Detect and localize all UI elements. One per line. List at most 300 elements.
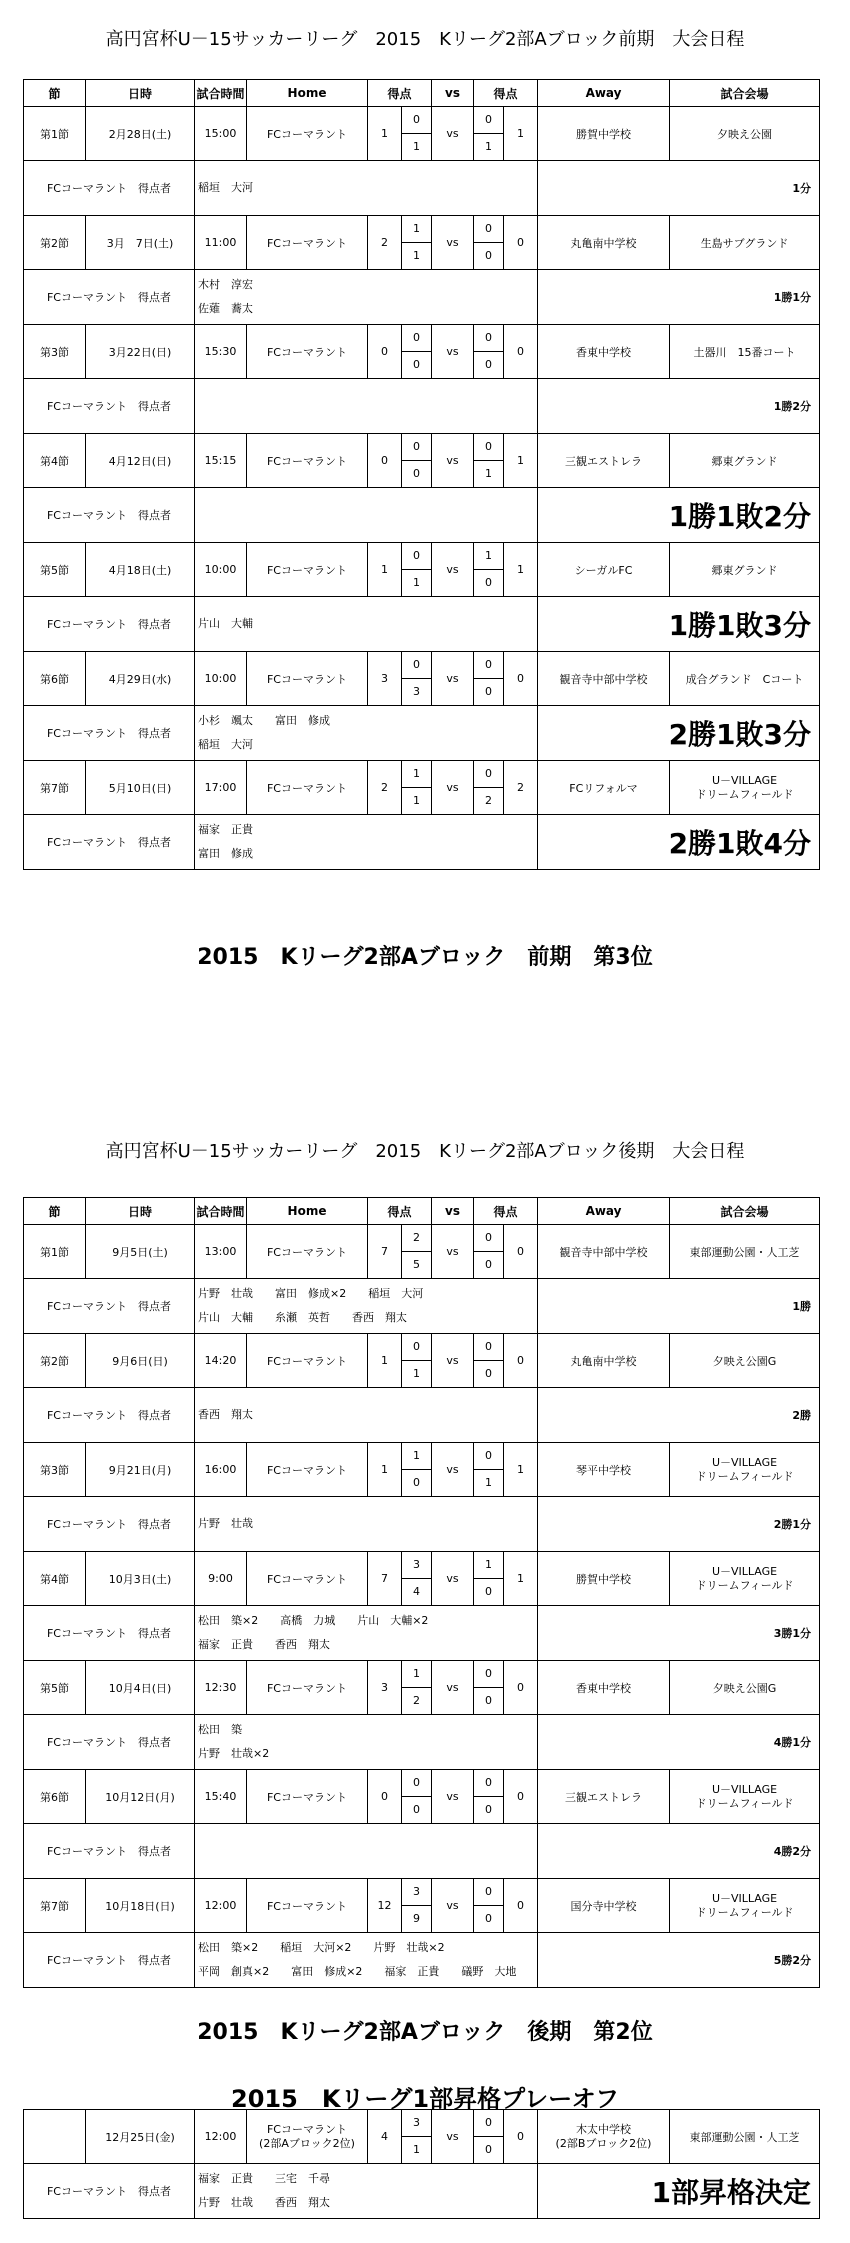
match-row	[24, 1770, 820, 1824]
scorer-label: FCコーマラント 得点者	[24, 597, 195, 652]
home-team	[247, 2110, 368, 2164]
scorer-line: 片野 壮哉 香西 翔太	[198, 2196, 330, 2209]
match-date: 9月6日(日)	[86, 1334, 195, 1388]
away-second-half-score: 0	[485, 2143, 492, 2156]
scorer-label: FCコーマラント 得点者	[24, 1824, 195, 1879]
vs-label: vs	[432, 1770, 474, 1824]
first-half-schedule-table	[23, 79, 820, 870]
home-half-scores	[402, 434, 432, 488]
kickoff-time: 15:30	[195, 325, 247, 379]
cumulative-record: 1勝2分	[538, 379, 820, 434]
vs-label: vs	[432, 216, 474, 270]
vs-label: vs	[432, 107, 474, 161]
vs-label: vs	[432, 1552, 474, 1606]
home-half-scores	[402, 1661, 432, 1715]
home-first-half-score: 3	[402, 2110, 431, 2137]
away-half-scores	[474, 1552, 504, 1606]
cumulative-record: 1部昇格決定	[538, 2164, 820, 2219]
cumulative-record: 4勝1分	[538, 1715, 820, 1770]
home-total-score: 0	[368, 1770, 402, 1824]
away-second-half-score: 1	[485, 1476, 493, 1489]
venue: 成合グランド Cコート	[670, 652, 820, 706]
kickoff-time: 10:00	[195, 543, 247, 597]
away-total-score: 0	[504, 1334, 538, 1388]
header-vs: vs	[432, 1198, 474, 1225]
header-time: 試合時間	[195, 1198, 247, 1225]
round: 第7節	[24, 1879, 86, 1933]
away-total-score: 2	[504, 761, 538, 815]
scorer-line: 稲垣 大河	[198, 181, 253, 194]
away-total-score: 0	[504, 1770, 538, 1824]
match-row	[24, 1879, 820, 1933]
vs-label: vs	[432, 543, 474, 597]
scorer-line: 富田 修成	[198, 847, 253, 860]
away-team: 国分寺中学校	[538, 1879, 670, 1933]
away-first-half-score: 0	[474, 216, 503, 243]
away-second-half-score: 0	[485, 1585, 493, 1598]
away-first-half-score: 1	[474, 543, 503, 570]
match-row	[24, 1334, 820, 1388]
home-second-half-score: 4	[413, 1585, 420, 1598]
vs-label: vs	[432, 1334, 474, 1388]
home-team: FCコーマラント	[247, 1879, 368, 1933]
round: 第3節	[24, 1443, 86, 1497]
away-half-scores	[474, 1334, 504, 1388]
away-first-half-score: 0	[474, 1770, 503, 1797]
home-team: FCコーマラント	[247, 325, 368, 379]
vs-label: vs	[432, 2110, 474, 2164]
home-team: FCコーマラント	[247, 1443, 368, 1497]
home-second-half-score: 1	[413, 794, 420, 807]
away-second-half-score: 0	[485, 1694, 493, 1707]
round: 第4節	[24, 434, 86, 488]
scorer-list	[195, 1606, 538, 1661]
scorer-line: 片野 壮哉 富田 修成×2 稲垣 大河	[198, 1287, 424, 1300]
home-half-scores	[402, 2110, 432, 2164]
header-home: Home	[247, 80, 368, 107]
match-date: 10月3日(土)	[86, 1552, 195, 1606]
venue: U－VILLAGE ドリームフィールド	[670, 1443, 820, 1497]
header-round: 節	[24, 1198, 86, 1225]
match-row	[24, 652, 820, 706]
home-total-score: 7	[368, 1552, 402, 1606]
home-total-score: 1	[368, 1443, 402, 1497]
scorer-list	[195, 597, 538, 652]
home-total-score: 3	[368, 1661, 402, 1715]
home-total-score: 3	[368, 652, 402, 706]
header-venue: 試合会場	[670, 80, 820, 107]
away-second-half-score: 2	[485, 794, 493, 807]
scorer-list	[195, 1715, 538, 1770]
home-second-half-score: 0	[413, 467, 420, 480]
home-total-score: 12	[368, 1879, 402, 1933]
away-second-half-score: 0	[485, 358, 493, 371]
scorer-line: 片山 大輔	[198, 617, 253, 630]
home-second-half-score: 1	[413, 140, 420, 153]
scorer-line: 稲垣 大河	[198, 738, 253, 751]
home-second-half-score: 3	[413, 685, 420, 698]
playoff-schedule-table	[23, 2109, 820, 2219]
away-first-half-score: 0	[474, 652, 503, 679]
away-first-half-score: 0	[474, 761, 503, 788]
away-total-score: 0	[504, 2110, 538, 2164]
home-first-half-score: 2	[402, 1225, 431, 1252]
header-home-score: 得点	[368, 1198, 432, 1225]
away-total-score: 0	[504, 216, 538, 270]
home-second-half-score: 1	[413, 2143, 420, 2156]
match-row	[24, 543, 820, 597]
scorer-list	[195, 1497, 538, 1552]
home-team: FCコーマラント	[247, 761, 368, 815]
cumulative-record: 2勝	[538, 1388, 820, 1443]
header-away: Away	[538, 80, 670, 107]
away-first-half-score: 0	[474, 1661, 503, 1688]
home-team: FCコーマラント	[247, 1770, 368, 1824]
venue: 生島サブグランド	[670, 216, 820, 270]
away-half-scores	[474, 325, 504, 379]
home-total-score: 0	[368, 434, 402, 488]
home-team-note: (2部Aブロック2位)	[259, 2136, 355, 2150]
home-half-scores	[402, 1334, 432, 1388]
kickoff-time: 12:30	[195, 1661, 247, 1715]
first-half-title: 高円宮杯U－15サッカーリーグ 2015 Kリーグ2部Aブロック前期 大会日程	[105, 29, 745, 50]
vs-label: vs	[432, 1225, 474, 1279]
match-row	[24, 1443, 820, 1497]
header-home-score: 得点	[368, 80, 432, 107]
round: 第7節	[24, 761, 86, 815]
kickoff-time: 12:00	[195, 2110, 247, 2164]
home-half-scores	[402, 543, 432, 597]
away-total-score: 1	[504, 543, 538, 597]
venue: 夕映え公園G	[670, 1334, 820, 1388]
away-team: 香東中学校	[538, 325, 670, 379]
home-team: FCコーマラント	[247, 1661, 368, 1715]
home-total-score: 1	[368, 1334, 402, 1388]
home-second-half-score: 0	[413, 358, 420, 371]
away-second-half-score: 0	[485, 685, 493, 698]
away-half-scores	[474, 2110, 504, 2164]
venue: 東部運動公園・人工芝	[670, 1225, 820, 1279]
scorer-list	[195, 1933, 538, 1988]
away-total-score: 0	[504, 652, 538, 706]
round: 第1節	[24, 1225, 86, 1279]
away-team: 勝賀中学校	[538, 107, 670, 161]
header-away-score: 得点	[474, 1198, 538, 1225]
scorer-line: 福家 正貴 香西 翔太	[198, 1638, 330, 1651]
match-row	[24, 1661, 820, 1715]
scorer-line: 木村 淳宏	[198, 278, 253, 291]
cumulative-record: 1分	[538, 161, 820, 216]
round: 第4節	[24, 1552, 86, 1606]
playoff-title: 2015 Kリーグ1部昇格プレーオフ	[231, 2085, 619, 2113]
match-date: 4月18日(土)	[86, 543, 195, 597]
away-total-score: 1	[504, 1552, 538, 1606]
match-date: 3月 7日(土)	[86, 216, 195, 270]
away-first-half-score: 0	[474, 434, 503, 461]
scorer-line: 佐薙 蕎太	[198, 302, 253, 315]
scorer-label: FCコーマラント 得点者	[24, 1715, 195, 1770]
header-time: 試合時間	[195, 80, 247, 107]
away-half-scores	[474, 434, 504, 488]
away-second-half-score: 0	[485, 249, 493, 262]
scorer-list	[195, 1824, 538, 1879]
cumulative-record: 2勝1敗4分	[538, 815, 820, 870]
round: 第5節	[24, 543, 86, 597]
home-first-half-score: 0	[402, 434, 431, 461]
match-date: 4月29日(水)	[86, 652, 195, 706]
away-total-score: 0	[504, 1225, 538, 1279]
away-total-score: 1	[504, 107, 538, 161]
cumulative-record: 4勝2分	[538, 1824, 820, 1879]
scorer-row	[24, 488, 820, 543]
vs-label: vs	[432, 1443, 474, 1497]
home-team: FCコーマラント	[247, 434, 368, 488]
match-row	[24, 1552, 820, 1606]
kickoff-time: 16:00	[195, 1443, 247, 1497]
home-first-half-score: 1	[402, 1443, 431, 1470]
home-team: FCコーマラント	[247, 652, 368, 706]
first-half-result: 2015 Kリーグ2部Aブロック 前期 第3位	[197, 945, 653, 970]
header-venue: 試合会場	[670, 1198, 820, 1225]
round: 第6節	[24, 1770, 86, 1824]
scorer-row	[24, 270, 820, 325]
home-half-scores	[402, 1225, 432, 1279]
home-half-scores	[402, 107, 432, 161]
away-half-scores	[474, 1225, 504, 1279]
cumulative-record: 5勝2分	[538, 1933, 820, 1988]
venue: U－VILLAGE ドリームフィールド	[670, 1552, 820, 1606]
round: 第1節	[24, 107, 86, 161]
cumulative-record: 2勝1敗3分	[538, 706, 820, 761]
home-first-half-score: 0	[402, 1770, 431, 1797]
header-row	[24, 80, 820, 107]
home-first-half-score: 0	[402, 107, 431, 134]
away-first-half-score: 0	[474, 1334, 503, 1361]
round: 第3節	[24, 325, 86, 379]
scorer-label: FCコーマラント 得点者	[24, 1497, 195, 1552]
home-half-scores	[402, 1552, 432, 1606]
away-half-scores	[474, 1879, 504, 1933]
away-first-half-score: 0	[474, 1443, 503, 1470]
kickoff-time: 12:00	[195, 1879, 247, 1933]
round: 第5節	[24, 1661, 86, 1715]
scorer-row	[24, 1497, 820, 1552]
away-first-half-score: 0	[474, 1225, 503, 1252]
home-total-score: 0	[368, 325, 402, 379]
home-first-half-score: 1	[402, 216, 431, 243]
match-date: 10月12日(月)	[86, 1770, 195, 1824]
cumulative-record: 1勝1敗3分	[538, 597, 820, 652]
home-first-half-score: 0	[402, 543, 431, 570]
away-total-score: 0	[504, 1661, 538, 1715]
venue: 土器川 15番コート	[670, 325, 820, 379]
scorer-list	[195, 706, 538, 761]
away-first-half-score: 1	[474, 1552, 503, 1579]
home-second-half-score: 5	[413, 1258, 420, 1271]
cumulative-record: 1勝1敗2分	[538, 488, 820, 543]
home-second-half-score: 1	[413, 576, 420, 589]
away-half-scores	[474, 652, 504, 706]
match-date: 10月18日(日)	[86, 1879, 195, 1933]
home-team: FCコーマラント	[247, 107, 368, 161]
away-team: 香東中学校	[538, 1661, 670, 1715]
away-team: シーガルFC	[538, 543, 670, 597]
home-second-half-score: 1	[413, 249, 420, 262]
away-team	[538, 2110, 670, 2164]
scorer-line: 松田 築×2 高橋 力城 片山 大輔×2	[198, 1614, 429, 1627]
home-half-scores	[402, 1770, 432, 1824]
match-date: 2月28日(土)	[86, 107, 195, 161]
home-total-score: 7	[368, 1225, 402, 1279]
away-second-half-score: 0	[485, 1367, 493, 1380]
header-vs: vs	[432, 80, 474, 107]
match-row	[24, 325, 820, 379]
scorer-label: FCコーマラント 得点者	[24, 1388, 195, 1443]
scorer-label: FCコーマラント 得点者	[24, 706, 195, 761]
scorer-list	[195, 161, 538, 216]
away-team: 観音寺中部中学校	[538, 652, 670, 706]
home-total-score: 4	[368, 2110, 402, 2164]
header-round: 節	[24, 80, 86, 107]
scorer-row	[24, 1715, 820, 1770]
home-total-score: 1	[368, 107, 402, 161]
scorer-label: FCコーマラント 得点者	[24, 161, 195, 216]
cumulative-record: 3勝1分	[538, 1606, 820, 1661]
match-date: 4月12日(日)	[86, 434, 195, 488]
vs-label: vs	[432, 761, 474, 815]
scorer-line: 片山 大輔 糸瀬 英哲 香西 翔太	[198, 1311, 407, 1324]
cumulative-record: 1勝	[538, 1279, 820, 1334]
header-date: 日時	[86, 80, 195, 107]
scorer-label: FCコーマラント 得点者	[24, 1606, 195, 1661]
scorer-label: FCコーマラント 得点者	[24, 488, 195, 543]
scorer-label: FCコーマラント 得点者	[24, 1279, 195, 1334]
scorer-line: 松田 築×2 稲垣 大河×2 片野 壮哉×2	[198, 1941, 445, 1954]
kickoff-time: 15:00	[195, 107, 247, 161]
second-half-schedule-table	[23, 1197, 820, 1988]
home-first-half-score: 3	[402, 1552, 431, 1579]
scorer-line: 香西 翔太	[198, 1408, 253, 1421]
away-half-scores	[474, 216, 504, 270]
kickoff-time: 9:00	[195, 1552, 247, 1606]
venue: 東部運動公園・人工芝	[670, 2110, 820, 2164]
away-first-half-score: 0	[474, 107, 503, 134]
scorer-list	[195, 270, 538, 325]
away-total-score: 1	[504, 434, 538, 488]
home-first-half-score: 0	[402, 652, 431, 679]
away-team: 三観エストレラ	[538, 1770, 670, 1824]
home-first-half-score: 1	[402, 1661, 431, 1688]
kickoff-time: 15:40	[195, 1770, 247, 1824]
away-first-half-score: 0	[474, 2110, 503, 2137]
venue: U－VILLAGE ドリームフィールド	[670, 1770, 820, 1824]
scorer-row	[24, 597, 820, 652]
away-half-scores	[474, 761, 504, 815]
scorer-list	[195, 2164, 538, 2219]
cumulative-record: 2勝1分	[538, 1497, 820, 1552]
home-team: FCコーマラント	[247, 543, 368, 597]
scorer-row	[24, 1606, 820, 1661]
kickoff-time: 11:00	[195, 216, 247, 270]
home-second-half-score: 0	[413, 1476, 420, 1489]
scorer-list	[195, 1279, 538, 1334]
vs-label: vs	[432, 434, 474, 488]
cumulative-record: 1勝1分	[538, 270, 820, 325]
away-team: 観音寺中部中学校	[538, 1225, 670, 1279]
match-row	[24, 761, 820, 815]
home-first-half-score: 3	[402, 1879, 431, 1906]
scorer-line: 平岡 創真×2 富田 修成×2 福家 正貴 礒野 大地	[198, 1965, 517, 1978]
match-row	[24, 434, 820, 488]
venue: 夕映え公園	[670, 107, 820, 161]
scorer-row	[24, 2164, 820, 2219]
match-date: 9月5日(土)	[86, 1225, 195, 1279]
away-second-half-score: 0	[485, 1258, 493, 1271]
scorer-list	[195, 1388, 538, 1443]
vs-label: vs	[432, 652, 474, 706]
home-second-half-score: 9	[413, 1912, 420, 1925]
away-second-half-score: 0	[485, 576, 493, 589]
scorer-list	[195, 379, 538, 434]
away-second-half-score: 1	[485, 467, 493, 480]
away-first-half-score: 0	[474, 1879, 503, 1906]
scorer-list	[195, 488, 538, 543]
match-row	[24, 216, 820, 270]
home-half-scores	[402, 1443, 432, 1497]
round: 第6節	[24, 652, 86, 706]
scorer-row	[24, 1933, 820, 1988]
scorer-row	[24, 1824, 820, 1879]
away-team: 三観エストレラ	[538, 434, 670, 488]
home-team: FCコーマラント	[247, 1334, 368, 1388]
kickoff-time: 14:20	[195, 1334, 247, 1388]
away-total-score: 1	[504, 1443, 538, 1497]
scorer-row	[24, 161, 820, 216]
home-total-score: 1	[368, 543, 402, 597]
home-team-name: FCコーマラント	[266, 2122, 347, 2136]
scorer-row	[24, 1279, 820, 1334]
home-second-half-score: 1	[413, 1367, 420, 1380]
away-half-scores	[474, 543, 504, 597]
match-date: 12月25日(金)	[86, 2110, 195, 2164]
kickoff-time: 17:00	[195, 761, 247, 815]
vs-label: vs	[432, 325, 474, 379]
match-row	[24, 2110, 820, 2164]
scorer-row	[24, 1388, 820, 1443]
scorer-row	[24, 706, 820, 761]
second-half-result: 2015 Kリーグ2部Aブロック 後期 第2位	[197, 2020, 653, 2045]
home-half-scores	[402, 652, 432, 706]
home-half-scores	[402, 761, 432, 815]
scorer-row	[24, 815, 820, 870]
vs-label: vs	[432, 1879, 474, 1933]
home-second-half-score: 0	[413, 1803, 420, 1816]
home-half-scores	[402, 216, 432, 270]
home-team: FCコーマラント	[247, 216, 368, 270]
home-first-half-score: 1	[402, 761, 431, 788]
scorer-label: FCコーマラント 得点者	[24, 2164, 195, 2219]
kickoff-time: 10:00	[195, 652, 247, 706]
away-team-name: 木太中学校	[576, 2122, 631, 2136]
venue: U－VILLAGE ドリームフィールド	[670, 1879, 820, 1933]
venue: U－VILLAGE ドリームフィールド	[670, 761, 820, 815]
away-first-half-score: 0	[474, 325, 503, 352]
away-second-half-score: 0	[485, 1912, 493, 1925]
scorer-label: FCコーマラント 得点者	[24, 379, 195, 434]
scorer-label: FCコーマラント 得点者	[24, 1933, 195, 1988]
round: 第2節	[24, 1334, 86, 1388]
scorer-row	[24, 379, 820, 434]
